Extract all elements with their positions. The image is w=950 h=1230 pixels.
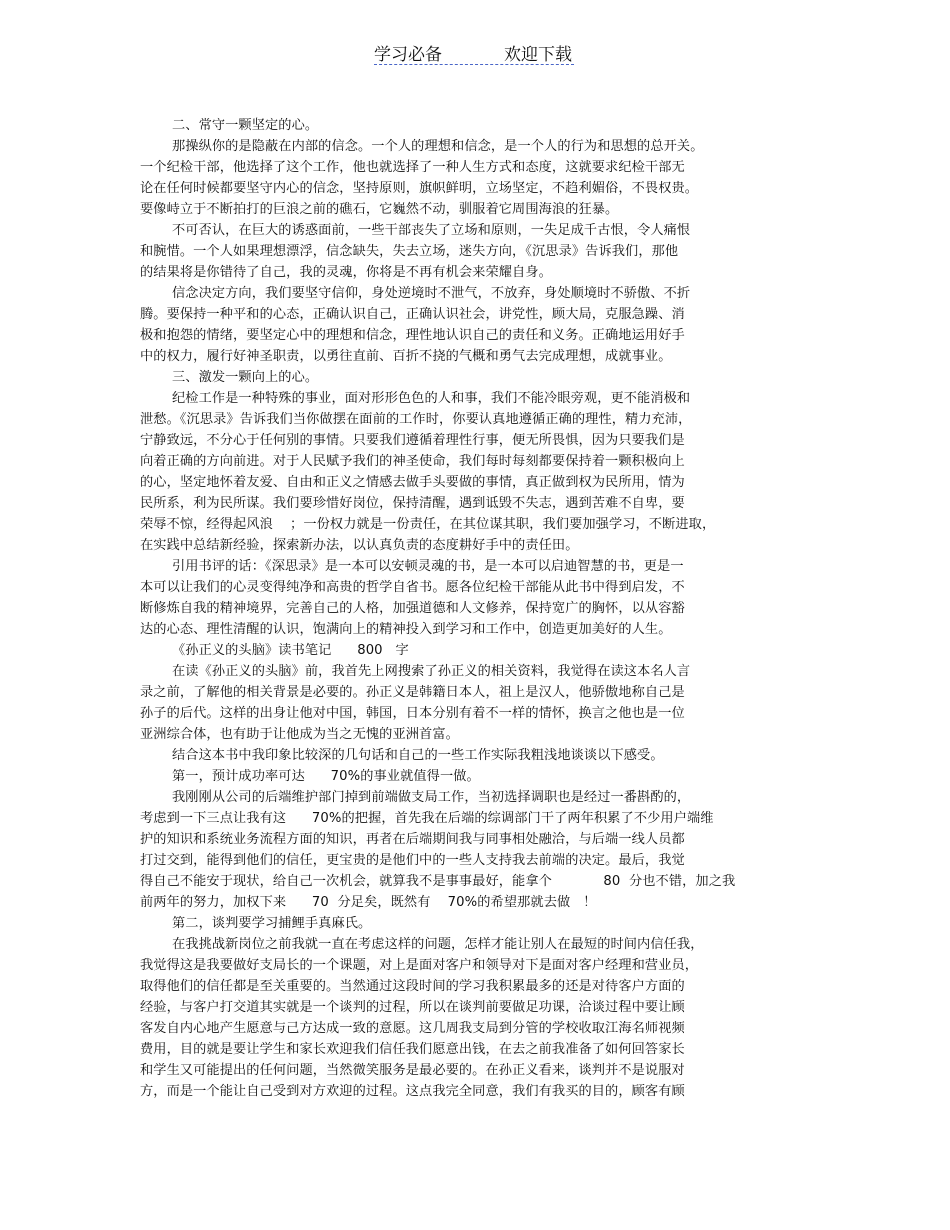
text-line: 录之前，了解他的相关背景是必要的。孙正义是韩籍日本人，祖上是汉人，他骄傲地称自己是: [140, 685, 685, 700]
text-line: 费用，目的就是要让学生和家长欢迎我们信任我们愿意出钱，在去之前我准备了如何回答家长: [140, 1042, 685, 1057]
text-line: 向着正确的方向前进。对于人民赋予我们的神圣使命，我们每时每刻都要保持着一颗积极向上: [140, 454, 685, 469]
text-line: 一个纪检干部，他选择了这个工作，他也就选择了一种人生方式和态度，这就要求纪检干部无: [140, 160, 685, 175]
text-line: 经验，与客户打交道其实就是一个谈判的过程，所以在谈判前要做足功课，洽谈过程中要让顾: [140, 1000, 685, 1015]
text-line: 的结果将是你错待了自己，我的灵魂，你将是不再有机会来荣耀自身。: [140, 265, 552, 280]
text-line: 引用书评的话：《深思录》是一本可以安顿灵魂的书，是一本可以启迪智慧的书，更是一: [172, 559, 684, 574]
text-line: 结合这本书中我印象比较深的几句话和自己的一些工作实际我粗浅地谈谈以下感受。: [172, 748, 664, 763]
text-line: 护的知识和系统业务流程方面的知识，再者在后端期间我与同事相处融洽，与后端一线人员都: [140, 832, 685, 847]
text-line: 不可否认，在巨大的诱惑面前，一些干部丧失了立场和原则，一失足成千古恨，令人痛恨: [172, 223, 691, 238]
text-line: 断修炼自我的精神境界，完善自己的人格，加强道德和人文修养，保持宽广的胸怀，以从容豁: [140, 601, 685, 616]
section-heading: 第一，预计成功率可达 70%的事业就值得一做。: [172, 769, 480, 784]
text-line: 本可以让我们的心灵变得纯净和高贵的哲学自省书。愿各位纪检干部能从此书中得到启发，不: [140, 580, 685, 595]
text-line: 和学生又可能提出的任何问题，当然微笑服务是最必要的。在孙正义看来，谈判并不是说服对: [140, 1063, 685, 1078]
text-line: 荣辱不惊，经得起风浪 ；一份权力就是一份责任，在其位谋其职，我们要加强学习，不断进取，: [140, 517, 716, 532]
article-title: 《孙正义的头脑》读书笔记 800 字: [172, 643, 409, 658]
text-line: 取得他们的信任都是至关重要的。当然通过这段时间的学习我积累最多的还是对待客户方面的: [140, 979, 685, 994]
text-line: 我觉得这是我要做好支局长的一个课题，对上是面对客户和领导对下是面对客户经理和营业员，: [140, 958, 699, 973]
section-heading: 三、激发一颗向上的心。: [172, 370, 319, 385]
text-line: 得自己不能安于现状，给自己一次机会，就算我不是事事最好，能拿个 80 分也不错，加之我: [140, 874, 736, 889]
text-line: 考虑到一下三点让我有这 70%的把握，首先我在后端的综调部门干了两年积累了不少用户端维: [140, 811, 714, 826]
text-line: 在读《孙正义的头脑》前，我首先上网搜索了孙正义的相关资料，我觉得在读这本名人言: [172, 664, 691, 679]
text-line: 和腕惜。一个人如果理想漂浮，信念缺失，失去立场，迷失方向，《沉思录》告诉我们，那他: [140, 244, 679, 259]
text-line: 孙子的后代。这样的出身让他对中国，韩国，日本分别有着不一样的情怀，换言之他也是一位: [140, 706, 685, 721]
page-header: [374, 40, 574, 65]
text-line: 腾。要保持一种平和的心态，正确认识自己，正确认识社会，讲党性，顾大局，克服急躁、消: [140, 307, 685, 322]
text-line: 要像峙立于不断拍打的巨浪之前的礁石，它巍然不动，驯服着它周围海浪的狂暴。: [140, 202, 619, 217]
text-line: 在实践中总结新经验，探索新办法，以认真负责的态度耕好手中的责任田。: [140, 538, 579, 553]
section-heading: 第二，谈判要学习捕鲤手真麻氏。: [172, 916, 372, 931]
text-line: 泄愁。《沉思录》告诉我们当你做摆在面前的工作时，你要认真地遵循正确的理性，精力充沛，: [140, 412, 692, 427]
text-line: 在我挑战新岗位之前我就一直在考虑这样的问题，怎样才能让别人在最短的时间内信任我，: [172, 937, 704, 952]
text-line: 极和抱怨的情绪，要坚定心中的理想和信念，理性地认识自己的责任和义务。正确地运用好手: [140, 328, 685, 343]
text-line: 信念决定方向，我们要坚守信仰，身处逆境时不泄气，不放弃，身处顺境时不骄傲、不折: [172, 286, 691, 301]
text-line: 打过交到，能得到他们的信任，更宝贵的是他们中的一些人支持我去前端的决定。最后，我觉: [140, 853, 685, 868]
text-line: 的心，坚定地怀着友爱、自由和正义之情感去做手头要做的事情，真正做到权为民所用，情为: [140, 475, 685, 490]
text-line: 方，而是一个能让自己受到对方欢迎的过程。这点我完全同意，我们有我买的目的，顾客有顾: [140, 1084, 685, 1099]
header-left-text: 学习必备: [374, 45, 442, 65]
text-line: 我刚刚从公司的后端维护部门掉到前端做支局工作，当初选择调职也是经过一番斟酌的，: [172, 790, 691, 805]
text-line: 论在任何时候都要坚守内心的信念，坚持原则，旗帜鲜明，立场坚定，不趋利媚俗，不畏权贵。: [140, 181, 699, 196]
document-body: [140, 115, 800, 1102]
text-line: 那操纵你的是隐蔽在内部的信念。一个人的理想和信念，是一个人的行为和思想的总开关。: [172, 139, 704, 154]
text-line: 前两年的努力，加权下来 70 分足矣，既然有 70%的希望那就去做 ！: [140, 895, 597, 910]
text-line: 亚洲综合体，也有助于让他成为当之无愧的亚洲首富。: [140, 727, 459, 742]
text-line: 达的心态、理性清醒的认识，饱满向上的精神投入到学习和工作中，创造更加美好的人生。: [140, 622, 672, 637]
text-line: 客发自内心地产生愿意与己方达成一致的意愿。这几周我支局到分管的学校收取江海名师视频: [140, 1021, 685, 1036]
section-heading: 二、常守一颗坚定的心。: [172, 118, 319, 133]
header-right-text: 欢迎下载: [504, 45, 572, 65]
text-line: 纪检工作是一种特殊的事业，面对形形色色的人和事，我们不能冷眼旁观，更不能消极和: [172, 391, 691, 406]
text-line: 民所系，利为民所谋。我们要珍惜好岗位，保持清醒，遇到诋毁不失志，遇到苦难不自卑，要: [140, 496, 685, 511]
text-line: 宁静致远，不分心于任何别的事情。只要我们遵循着理性行事，便无所畏惧，因为只要我们是: [140, 433, 685, 448]
text-line: 中的权力，履行好神圣职责，以勇往直前、百折不挠的气概和勇气去完成理想，成就事业。: [140, 349, 672, 364]
